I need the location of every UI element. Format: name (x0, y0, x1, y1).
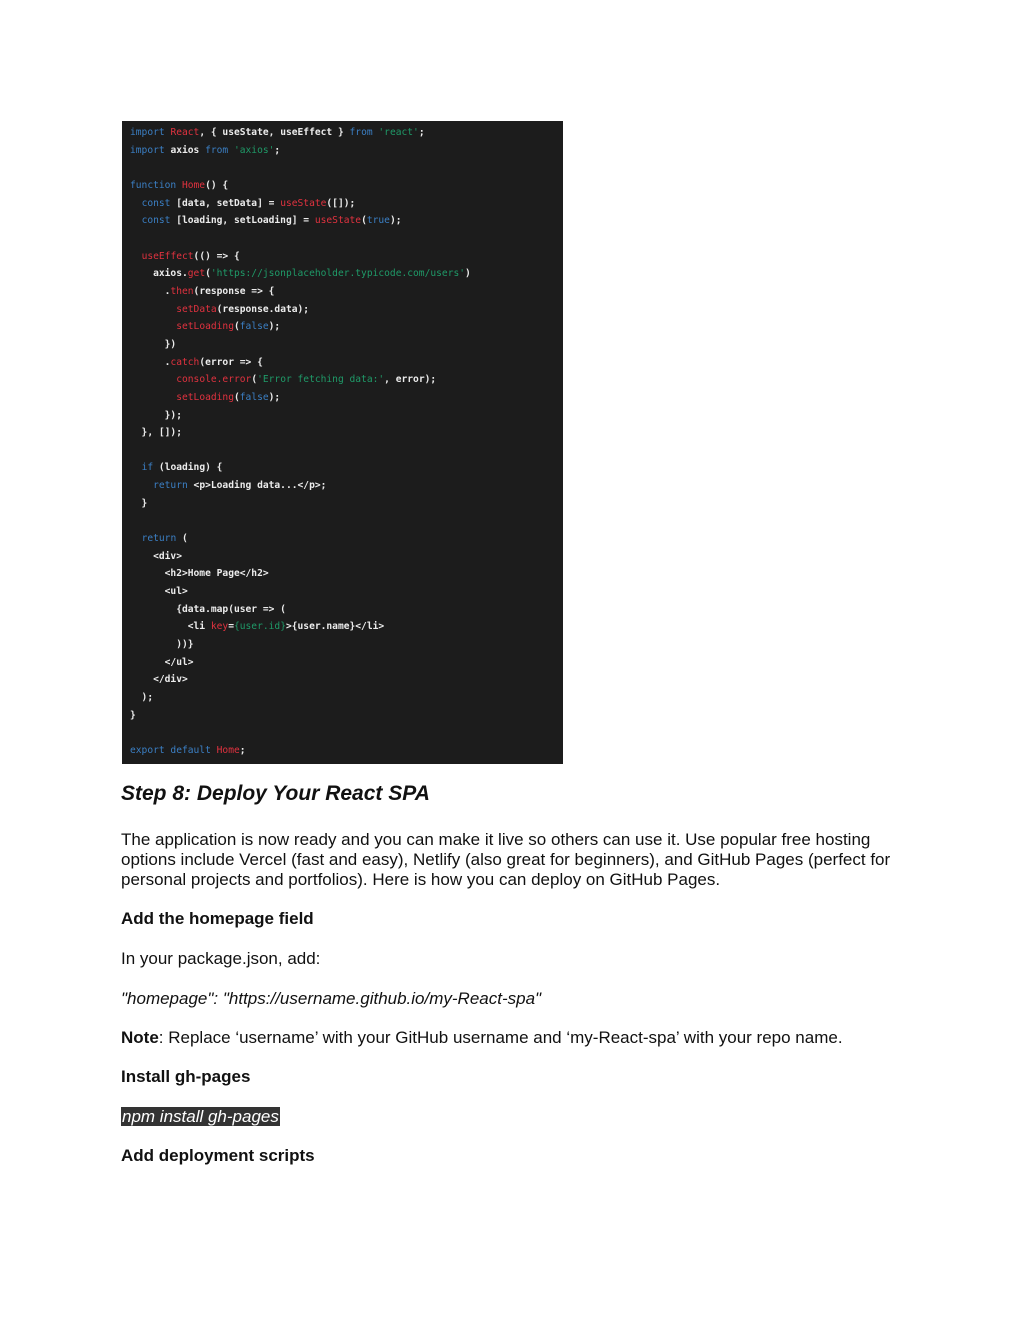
code-line (130, 459, 563, 477)
code-token: (() => { (193, 250, 240, 262)
code-token: (response.data); (216, 303, 310, 315)
code-line (130, 389, 563, 407)
code-token: </div> (130, 674, 188, 686)
code-token (130, 321, 176, 332)
code-line (130, 354, 563, 372)
code-line (130, 177, 563, 195)
code-line (130, 212, 563, 230)
code-token: }, []); (130, 427, 182, 439)
code-token: export default (130, 744, 217, 756)
code-line (130, 512, 563, 530)
code-token (130, 198, 142, 209)
code-line (130, 230, 563, 248)
code-token: React (170, 127, 200, 138)
code-token: useEffect (141, 250, 194, 262)
code-line (130, 124, 563, 142)
code-token (130, 462, 142, 473)
code-token: const (141, 197, 177, 209)
code-token: true (366, 215, 390, 227)
code-token (130, 392, 176, 403)
code-token (130, 533, 142, 544)
code-token: ))} (130, 639, 194, 651)
code-token: return (153, 480, 194, 492)
code-line (130, 636, 563, 654)
code-line (130, 159, 563, 177)
code-token: 'Error fetching data:' (257, 374, 385, 386)
code-token: [loading, setLoading] = (176, 215, 315, 227)
code-token: from (205, 144, 234, 156)
code-line (130, 301, 563, 319)
install-command: npm install gh-pages (122, 1107, 279, 1126)
code-token: ; (274, 144, 281, 156)
code-token: (loading) { (158, 462, 223, 474)
code-token: ( (233, 321, 240, 333)
code-line (130, 442, 563, 460)
code-token: () { (205, 179, 229, 191)
code-token: } (130, 709, 136, 721)
code-line (130, 336, 563, 354)
code-line (130, 548, 563, 566)
code-token: ); (268, 321, 281, 333)
code-token: ( (233, 391, 240, 403)
note-text: : Replace ‘username’ with your GitHub username and ‘my-React-spa’ with your repo name. (158, 1028, 843, 1047)
code-token: }) (130, 338, 177, 350)
code-token: import (130, 144, 171, 156)
code-line (130, 707, 563, 725)
code-line (130, 565, 563, 583)
code-token: [data, setData] = (176, 197, 281, 209)
code-token: false (239, 321, 269, 333)
subheading-homepage: Add the homepage field (121, 909, 314, 928)
code-line (130, 142, 563, 160)
code-token: ( (205, 268, 211, 280)
code-token: <div> (130, 550, 182, 562)
code-token: {user.id} (233, 621, 286, 633)
code-line (130, 724, 563, 742)
code-token: . (130, 285, 171, 297)
code-token: catch (170, 356, 200, 368)
code-token: 'https://jsonplaceholder.typicode.com/users' (210, 268, 466, 280)
code-token (130, 480, 153, 491)
code-line (130, 530, 563, 548)
code-token: ( (361, 215, 367, 227)
code-token: setLoading (176, 391, 234, 403)
code-line (130, 742, 563, 760)
code-line (130, 495, 563, 513)
code-token: useState (280, 197, 327, 209)
code-token: Home (181, 179, 206, 191)
code-token: 'axios' (233, 144, 275, 156)
code-token: ; (418, 127, 425, 138)
code-token (130, 215, 142, 226)
code-line (130, 318, 563, 336)
code-token: >{user.name}</li> (285, 621, 385, 633)
code-line (130, 265, 563, 283)
code-line (130, 601, 563, 619)
code-token: axios (170, 144, 206, 156)
code-token: get (187, 268, 206, 280)
code-token (130, 374, 176, 385)
code-token: import (130, 127, 171, 138)
code-screenshot (122, 121, 563, 764)
code-token: </ul> (130, 656, 194, 668)
code-token: ; (239, 744, 246, 756)
code-token: <ul> (130, 586, 188, 598)
code-token: console.error (176, 374, 252, 386)
section-heading: Step 8: Deploy Your React SPA (121, 782, 430, 805)
subheading-install: Install gh-pages (121, 1067, 251, 1086)
code-token: , error); (384, 374, 437, 386)
code-token: ); (389, 215, 402, 227)
code-token: ( (182, 533, 188, 545)
code-token: . (130, 356, 171, 368)
code-token: ( (251, 374, 258, 386)
code-token: setData (176, 303, 217, 315)
code-line (130, 689, 563, 707)
package-json-instruction: In your package.json, add: (121, 949, 321, 968)
intro-paragraph: The application is now ready and you can make it live so others can use it. Use popular free hosting options include Vercel (fast and easy), Netlify (also great for beginners), and GitHub Pages (perfect for personal projects and portfolios). Here is how you can deploy on GitHub Pages. (121, 830, 891, 889)
code-token: , { useState, useEffect } (199, 127, 350, 138)
code-token (130, 304, 176, 315)
code-token: (error => { (199, 356, 263, 368)
note-paragraph (121, 1028, 921, 1048)
code-token: from (349, 127, 379, 138)
code-token: key (210, 621, 229, 633)
code-token: = (228, 621, 234, 633)
code-line (130, 283, 563, 301)
code-token: setLoading (176, 321, 234, 333)
code-token: useState (314, 215, 362, 227)
code-line (130, 371, 563, 389)
install-command-line (121, 1107, 921, 1127)
code-line (130, 583, 563, 601)
code-token: function (130, 179, 182, 191)
code-line (130, 248, 563, 266)
code-token: <p>Loading data...</p>; (193, 480, 327, 492)
code-line (130, 671, 563, 689)
code-token: } (130, 497, 148, 509)
code-token: <h2>Home Page</h2> (130, 568, 269, 580)
code-token: }); (130, 409, 182, 421)
code-token: (response => { (193, 285, 275, 297)
code-token: 'react' (378, 127, 419, 138)
code-line (130, 654, 563, 672)
code-token: ) (465, 268, 471, 280)
code-token: Home (216, 744, 240, 756)
code-line (130, 407, 563, 425)
code-token: axios. (130, 268, 188, 280)
code-token: false (239, 391, 269, 403)
code-line (130, 477, 563, 495)
code-token: {data.map(user => ( (130, 603, 286, 615)
code-token: then (170, 285, 194, 297)
code-line (130, 618, 563, 636)
homepage-snippet: "homepage": "https://username.github.io/my-React-spa" (121, 989, 542, 1008)
code-token: const (141, 215, 177, 227)
code-token: ([]); (326, 197, 356, 209)
note-label: Note (121, 1028, 159, 1047)
code-token (130, 251, 142, 262)
code-token: <li (130, 621, 211, 633)
code-token: ); (268, 391, 281, 403)
code-token: ); (130, 692, 154, 703)
code-token: if (141, 462, 159, 474)
code-line (130, 195, 563, 213)
subheading-scripts: Add deployment scripts (121, 1146, 315, 1165)
code-token: return (141, 533, 182, 545)
code-line (130, 424, 563, 442)
